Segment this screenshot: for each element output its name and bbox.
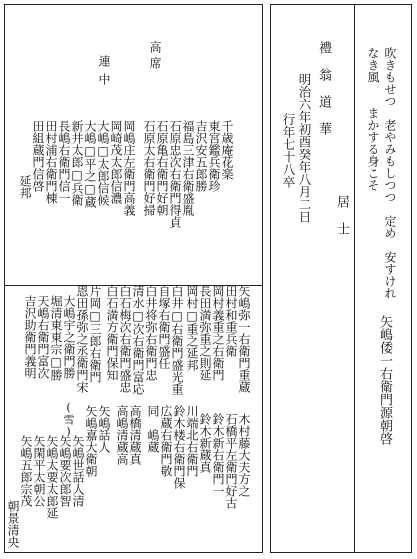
poem-line-1: 吹きもせつ 老やみもしつつ 定め 安すけれ xyxy=(383,47,397,299)
column-divider xyxy=(354,5,355,552)
mid-col-10: 白石梅次右衛門盛忠 xyxy=(118,285,132,393)
bottom-col-13: 矢嶋世話人清 xyxy=(71,435,85,507)
bottom-col-7: 広蔵右衛門敬 xyxy=(159,405,173,477)
top-col-8: 岡嶋庄左衛門高義 xyxy=(122,120,136,216)
mid-col-3: 岡村義重之右衛門 xyxy=(211,285,225,381)
mid-col-6: 白井□右衛門盛光重 xyxy=(170,285,184,395)
posthumous-name: 禮翁道華 xyxy=(316,41,331,149)
mid-col-2: 田村和重兵衛 xyxy=(224,285,238,357)
bottom-col-11: 矢嶋話人 xyxy=(97,405,111,453)
bottom-col-8: 同 嶋蔵 xyxy=(146,405,160,453)
mid-col-5: 岡村□重之延邦 xyxy=(185,285,199,371)
epitaph-panel xyxy=(270,4,412,553)
mid-col-9: 清水□次右衛門富応 xyxy=(131,285,145,395)
top-col-9: 岡崎茂太郎信濃 xyxy=(109,120,123,204)
mid-col-14: 大嶋宇之衛門勝 xyxy=(62,295,76,379)
header-kouseki: 高席 xyxy=(148,41,162,73)
mid-col-17: 吉沢助衛門義明 xyxy=(23,295,37,379)
top-col-14: 田村浦右衛門棟 xyxy=(44,120,58,204)
bottom-col-15: 矢嶋太要太郎延 xyxy=(45,435,59,519)
mid-col-4: 長田満弥重之則延 xyxy=(198,285,212,381)
date-line-1: 明治六年初酉癸年八月二日 xyxy=(297,73,312,223)
top-col-10: 大嶋□太郎信候 xyxy=(96,120,110,206)
mid-col-15: 堀清東東宗□勝 xyxy=(49,295,63,381)
date-line-2: 行年七十八卒 xyxy=(281,113,296,188)
top-col-5: 石原忠次右衛門得貞 xyxy=(168,120,182,228)
top-col-16: 延邦 xyxy=(18,175,32,199)
author-name: 矢嶋倭一右衛門源朝啓 xyxy=(377,315,392,445)
posthumous-name-suffix: 居士 xyxy=(334,195,349,249)
bottom-col-1: 木村藤大夫方之 xyxy=(237,413,251,497)
mid-col-16: 天嶋右衛門富次 xyxy=(36,295,50,379)
mid-col-8: 白井将弥右衛門忠 xyxy=(144,285,158,381)
bottom-col-6: 鈴木楼右衛門保 xyxy=(172,405,186,489)
mid-col-13: 恩田孫弥之丞衛門宋 xyxy=(75,285,89,393)
header-renchu: 連中 xyxy=(97,55,111,91)
top-col-13: 長嶋右衛門信一 xyxy=(57,120,71,204)
bottom-col-2: 石橋平左衛門好古 xyxy=(224,413,238,509)
mid-col-7: 自塚右衛門盛任 xyxy=(157,285,171,369)
top-col-1: 千歳庵花楽 xyxy=(220,120,234,180)
donor-list-panel xyxy=(4,4,263,553)
top-col-12: 新井太郎□兵衛 xyxy=(70,120,84,206)
top-col-3: 吉沢安五郎勝 xyxy=(194,120,208,192)
bottom-col-17: 矢嶋五郎宗茂 xyxy=(19,435,33,507)
poem-line-2: なき風 まかする身こそ xyxy=(366,47,380,191)
top-col-6: 石原亀右衛門好朝 xyxy=(155,120,169,216)
bottom-col-18: 朝景清央 xyxy=(6,500,20,548)
top-col-15: 田組蔵門信啓 xyxy=(31,120,45,192)
bottom-col-9: 高橋清蔵真 xyxy=(128,405,142,465)
top-col-7: 石原太右衛門好掃 xyxy=(142,120,156,216)
stamp-yuki: (雪) xyxy=(62,401,75,438)
top-col-11: 大嶋□平之□蔵 xyxy=(83,120,97,208)
top-col-2: 東宮鑑兵衛珍 xyxy=(207,120,221,192)
bottom-col-14: 矢嶋要次郎智 xyxy=(58,435,72,507)
top-col-4: 福島三津右衛盛胤 xyxy=(181,120,195,216)
bottom-col-12: 矢嶋嘉大衛朝 xyxy=(84,405,98,477)
bottom-col-4: 鈴木新蔵真 xyxy=(198,413,212,473)
mid-col-11: 白石満方衛門保知 xyxy=(105,285,119,381)
mid-col-12: 片岡□三郎右衛門 xyxy=(88,285,102,383)
bottom-col-16: 矢閑平太朝公 xyxy=(32,435,46,507)
bottom-col-5: 川端北右衛門 xyxy=(185,405,199,477)
bottom-col-3: 鈴木新右衛門一 xyxy=(211,413,225,497)
bottom-col-10: 高嶋清蔵高 xyxy=(115,405,129,465)
mid-col-1: 矢嶋弥一右衛門重蔵 xyxy=(237,285,251,393)
